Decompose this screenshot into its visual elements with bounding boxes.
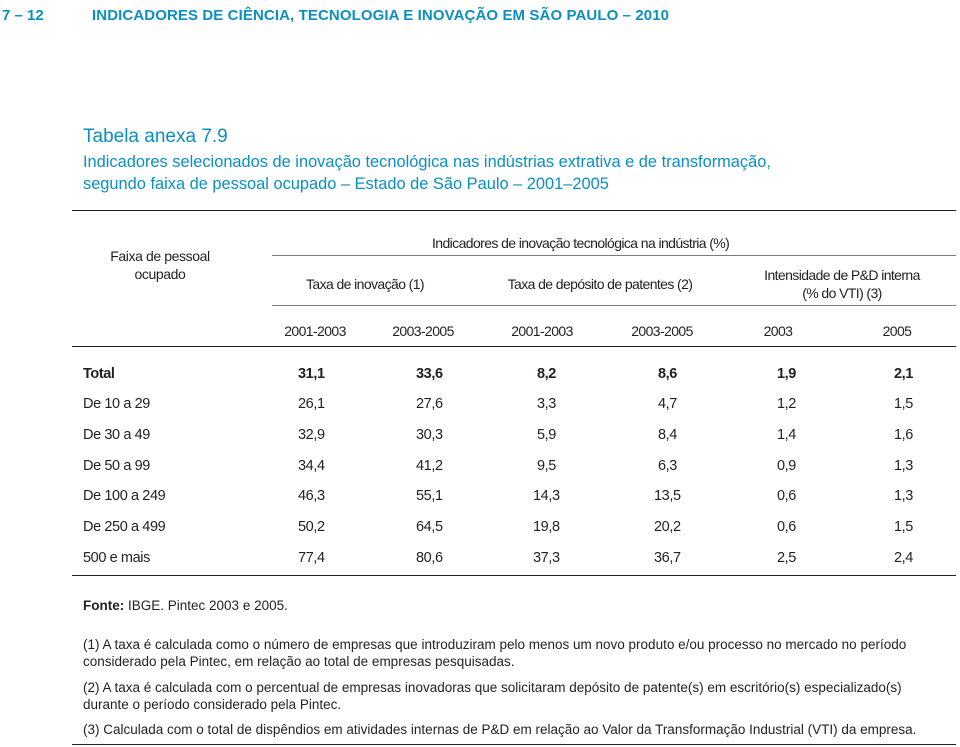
table-cell: 1,6: [894, 427, 913, 443]
footnote-3: (3) Calculada com o total de dispêndios em atividades internas de P&D em relação ao Valor da Transformação Industrial (VTI) da empresa.: [83, 722, 917, 737]
table-cell: 34,4: [298, 458, 325, 474]
table-cell: 4,7: [658, 396, 677, 412]
stub-header: [100, 247, 220, 283]
table-cell: 8,6: [658, 366, 677, 382]
table-cell: 3,3: [537, 396, 556, 412]
row-label: 500 e mais: [83, 550, 150, 566]
table-subtitle-line1: Indicadores selecionados de inovação tecnológica nas indústrias extrativa e de transformação,: [83, 153, 771, 171]
table-cell: 80,6: [416, 550, 443, 566]
table-cell: 2,1: [894, 366, 913, 382]
source-note: [83, 598, 288, 613]
table-cell: 9,5: [537, 458, 556, 474]
period-header: 2003: [763, 323, 793, 339]
table-subtitle: [83, 151, 953, 195]
period-header: 2003-2005: [631, 323, 693, 339]
table-cell: 2,4: [894, 550, 913, 566]
group-header-intensidade-line2: (% do VTI) (3): [802, 285, 882, 301]
period-header: 2001-2003: [284, 323, 346, 339]
table-cell: 14,3: [533, 488, 560, 504]
table-cell: 8,2: [537, 366, 556, 382]
table-cell: 30,3: [416, 427, 443, 443]
table-cell: 13,5: [654, 488, 681, 504]
source-text: IBGE. Pintec 2003 e 2005.: [124, 598, 288, 613]
table-cell: 1,5: [894, 396, 913, 412]
table-cell: 1,3: [894, 458, 913, 474]
table-cell: 6,3: [658, 458, 677, 474]
table-bottom-rule: [72, 575, 956, 576]
page-number: 7 – 12: [2, 7, 44, 24]
running-header: [0, 4, 960, 28]
footnote-2: (2) A taxa é calculada com o percentual de empresas inovadoras que solicitaram depósito de patente(s) em escritório(s) especializado(s) durante o período considerado pela Pintec.: [83, 680, 902, 712]
table-cell: 55,1: [416, 488, 443, 504]
table-cell: 41,2: [416, 458, 443, 474]
stub-header-line2: ocupado: [134, 266, 186, 282]
group-header-intensidade: [747, 266, 937, 302]
table-cell: 0,6: [777, 488, 796, 504]
row-label: Total: [83, 366, 115, 382]
spanner-header: Indicadores de inovação tecnológica na indústria (%): [432, 235, 730, 251]
group-header-patentes: Taxa de depósito de patentes (2): [507, 276, 693, 292]
table-cell: 1,3: [894, 488, 913, 504]
table-cell: 77,4: [298, 550, 325, 566]
table-cell: 0,6: [777, 519, 796, 535]
table-cell: 37,3: [533, 550, 560, 566]
table-cell: 1,2: [777, 396, 796, 412]
table-cell: 26,1: [298, 396, 325, 412]
table-cell: 1,9: [777, 366, 796, 382]
period-header: 2005: [882, 323, 912, 339]
row-label: De 10 a 29: [83, 396, 150, 412]
table-cell: 2,5: [777, 550, 796, 566]
table-cell: 64,5: [416, 519, 443, 535]
row-label: De 250 a 499: [83, 519, 166, 535]
row-label: De 50 a 99: [83, 458, 150, 474]
footnote-1: (1) A taxa é calculada como o número de empresas que introduziram pelo menos um novo produto e/ou processo no mercado no período considerado pela Pintec, em relação ao total de empresas pesquisadas.: [83, 637, 907, 669]
table-cell: 36,7: [654, 550, 681, 566]
table-cell: 33,6: [416, 366, 443, 382]
table-cell: 31,1: [298, 366, 325, 382]
spanner-rule: [272, 255, 956, 256]
table-cell: 0,9: [777, 458, 796, 474]
running-header-title: INDICADORES DE CIÊNCIA, TECNOLOGIA E INOVAÇÃO EM SÃO PAULO – 2010: [92, 7, 670, 24]
table-cell: 5,9: [537, 427, 556, 443]
table-cell: 8,4: [658, 427, 677, 443]
table-cell: 19,8: [533, 519, 560, 535]
table-cell: 1,4: [777, 427, 796, 443]
table-label: Tabela anexa 7.9: [83, 126, 228, 147]
group-rule: [272, 305, 956, 306]
table-cell: 50,2: [298, 519, 325, 535]
group-header-inovacao: Taxa de inovação (1): [306, 276, 424, 292]
row-label: De 100 a 249: [83, 488, 166, 504]
table-cell: 32,9: [298, 427, 325, 443]
page-bottom-rule: [72, 744, 956, 745]
row-label: De 30 a 49: [83, 427, 150, 443]
table-cell: 46,3: [298, 488, 325, 504]
stub-header-line1: Faixa de pessoal: [110, 248, 210, 264]
table-top-rule: [72, 210, 956, 211]
table-cell: 1,5: [894, 519, 913, 535]
table-cell: 20,2: [654, 519, 681, 535]
header-bottom-rule: [72, 346, 956, 347]
period-header: 2001-2003: [511, 323, 573, 339]
source-label: Fonte:: [83, 598, 125, 613]
group-header-intensidade-line1: Intensidade de P&D interna: [764, 267, 920, 283]
table-cell: 27,6: [416, 396, 443, 412]
table-subtitle-line2: segundo faixa de pessoal ocupado – Estado de São Paulo – 2001–2005: [83, 175, 609, 193]
period-header: 2003-2005: [392, 323, 454, 339]
